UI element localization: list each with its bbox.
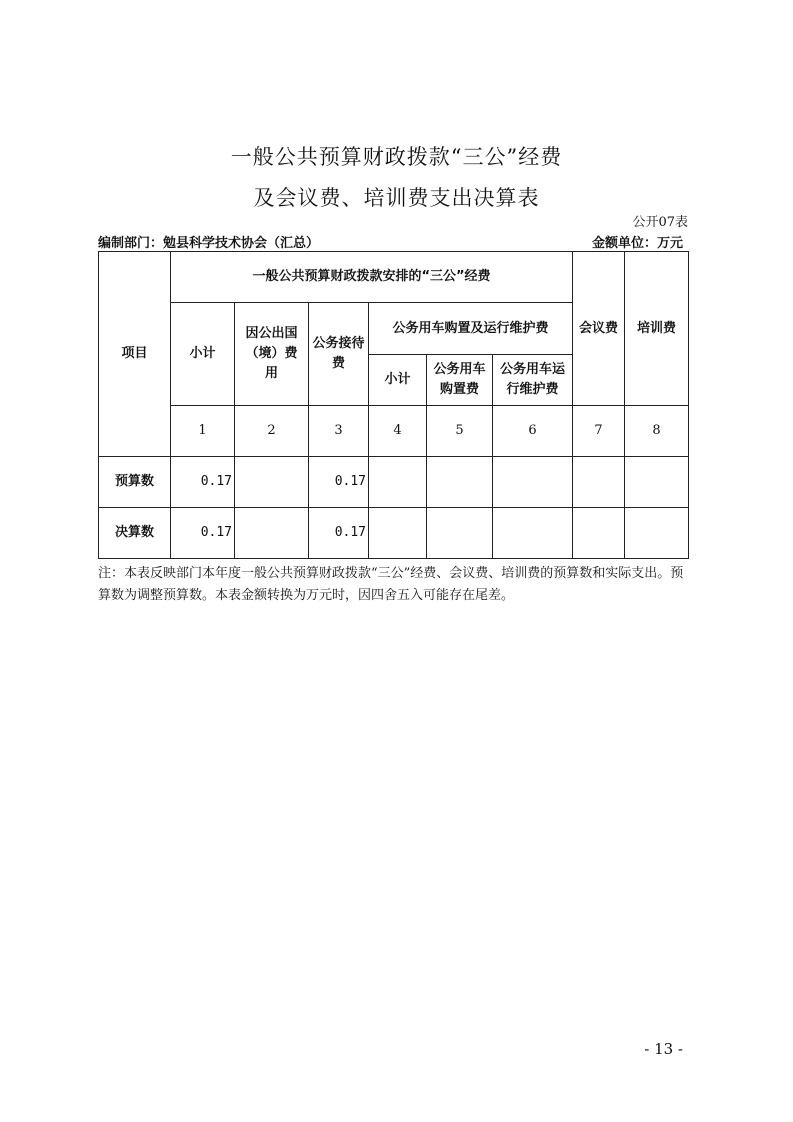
cell-value: 0.17 (309, 457, 369, 508)
header-meeting: 会议费 (573, 252, 625, 406)
header-three-public-group: 一般公共预算财政拨款安排的“三公”经费 (171, 252, 573, 303)
column-number: 3 (309, 406, 369, 457)
cell-value (235, 508, 309, 559)
cell-value (573, 457, 625, 508)
cell-value: 0.17 (171, 457, 235, 508)
table-note: 注：本表反映部门本年度一般公共预算财政拨款“三公”经费、会议费、培训费的预算数和实际支出。预算数为调整预算数。本表金额转换为万元时，因四舍五入可能存在尾差。 (98, 566, 684, 603)
cell-value (625, 457, 689, 508)
column-number: 5 (427, 406, 493, 457)
cell-value (369, 508, 427, 559)
header-item: 项目 (99, 252, 171, 457)
header-subtotal: 小计 (171, 303, 235, 406)
expenditure-table (98, 251, 689, 559)
form-number: 公开07表 (632, 215, 688, 230)
header-reception: 公务接待费 (309, 303, 369, 406)
column-number: 1 (171, 406, 235, 457)
cell-value (427, 508, 493, 559)
cell-value: 0.17 (171, 508, 235, 559)
column-number: 4 (369, 406, 427, 457)
cell-value (493, 457, 573, 508)
column-number: 7 (573, 406, 625, 457)
title-line-2: 及会议费、培训费支出决算表 (253, 186, 540, 210)
cell-value (625, 508, 689, 559)
table-row (99, 508, 689, 559)
unit-label: 金额单位：万元 (591, 236, 683, 251)
cell-value (427, 457, 493, 508)
cell-value: 0.17 (309, 508, 369, 559)
title-line-1: 一般公共预算财政拨款“三公”经费 (230, 145, 563, 169)
header-vehicle-operation: 公务用车运行维护费 (493, 355, 573, 406)
cell-value (235, 457, 309, 508)
header-training: 培训费 (625, 252, 689, 406)
cell-value (369, 457, 427, 508)
header-vehicle-group: 公务用车购置及运行维护费 (369, 303, 573, 355)
row-label: 预算数 (99, 457, 171, 508)
column-number: 2 (235, 406, 309, 457)
table-row (99, 457, 689, 508)
header-abroad: 因公出国（境）费用 (235, 303, 309, 406)
header-vehicle-purchase: 公务用车购置费 (427, 355, 493, 406)
column-number: 8 (625, 406, 689, 457)
org-label: 编制部门：勉县科学技术协会（汇总） (98, 236, 320, 251)
row-label: 决算数 (99, 508, 171, 559)
cell-value (493, 508, 573, 559)
page-number: - 13 - (644, 1040, 683, 1058)
column-number: 6 (493, 406, 573, 457)
cell-value (573, 508, 625, 559)
header-vehicle-subtotal: 小计 (369, 355, 427, 406)
